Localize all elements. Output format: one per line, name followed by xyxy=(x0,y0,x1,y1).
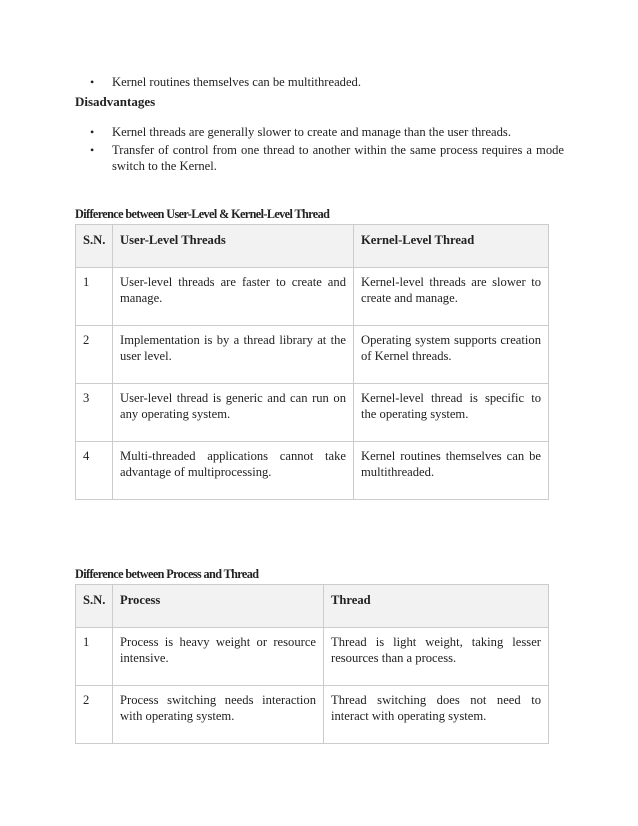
table-row xyxy=(76,384,549,442)
table-row xyxy=(76,326,549,384)
column-header-sn: S.N. xyxy=(76,585,113,628)
table-cell: User-level thread is generic and can run on any operating system. xyxy=(113,384,354,442)
column-header-thread: Thread xyxy=(324,585,549,628)
table-cell: 2 xyxy=(76,686,113,744)
column-header-user-level: User-Level Threads xyxy=(113,225,354,268)
table-cell: 3 xyxy=(76,384,113,442)
table-cell: 4 xyxy=(76,442,113,500)
bullet-icon: • xyxy=(90,125,95,139)
list-item xyxy=(90,74,564,90)
process-vs-thread-table xyxy=(75,584,549,744)
list-item xyxy=(90,142,564,174)
table-cell: 2 xyxy=(76,326,113,384)
advantages-list xyxy=(90,74,564,90)
table-cell: Multi-threaded applications cannot take advantage of multiprocessing. xyxy=(113,442,354,500)
table-cell: 1 xyxy=(76,268,113,326)
table-cell: 1 xyxy=(76,628,113,686)
table-cell: Thread switching does not need to interact with operating system. xyxy=(324,686,549,744)
disadvantages-list xyxy=(90,124,564,176)
table-header-row xyxy=(76,225,549,268)
list-item-text: Kernel threads are generally slower to create and manage than the user threads. xyxy=(112,125,511,139)
table-cell: Implementation is by a thread library at the user level. xyxy=(113,326,354,384)
bullet-icon: • xyxy=(90,75,95,89)
list-item xyxy=(90,124,564,140)
table-row xyxy=(76,686,549,744)
list-item-text: Kernel routines themselves can be multithreaded. xyxy=(112,75,361,89)
table-row xyxy=(76,628,549,686)
disadvantages-heading: Disadvantages xyxy=(75,94,156,109)
table-cell: Operating system supports creation of Kernel threads. xyxy=(354,326,549,384)
table-row xyxy=(76,268,549,326)
list-item-text: Transfer of control from one thread to another within the same process requires a mode switch to the Kernel. xyxy=(112,143,564,173)
column-header-sn: S.N. xyxy=(76,225,113,268)
table-cell: Process switching needs interaction with operating system. xyxy=(113,686,324,744)
table1-caption: Difference between User-Level & Kernel-Level Thread xyxy=(75,207,330,221)
user-vs-kernel-thread-table xyxy=(75,224,549,500)
table-cell: Kernel routines themselves can be multithreaded. xyxy=(354,442,549,500)
column-header-process: Process xyxy=(113,585,324,628)
table-cell: Kernel-level threads are slower to create and manage. xyxy=(354,268,549,326)
table-cell: Thread is light weight, taking lesser resources than a process. xyxy=(324,628,549,686)
table-cell: User-level threads are faster to create and manage. xyxy=(113,268,354,326)
table-header-row xyxy=(76,585,549,628)
bullet-icon: • xyxy=(90,143,95,157)
table-row xyxy=(76,442,549,500)
table2-caption: Difference between Process and Thread xyxy=(75,567,259,581)
column-header-kernel-level: Kernel-Level Thread xyxy=(354,225,549,268)
table-cell: Process is heavy weight or resource intensive. xyxy=(113,628,324,686)
table-cell: Kernel-level thread is specific to the operating system. xyxy=(354,384,549,442)
